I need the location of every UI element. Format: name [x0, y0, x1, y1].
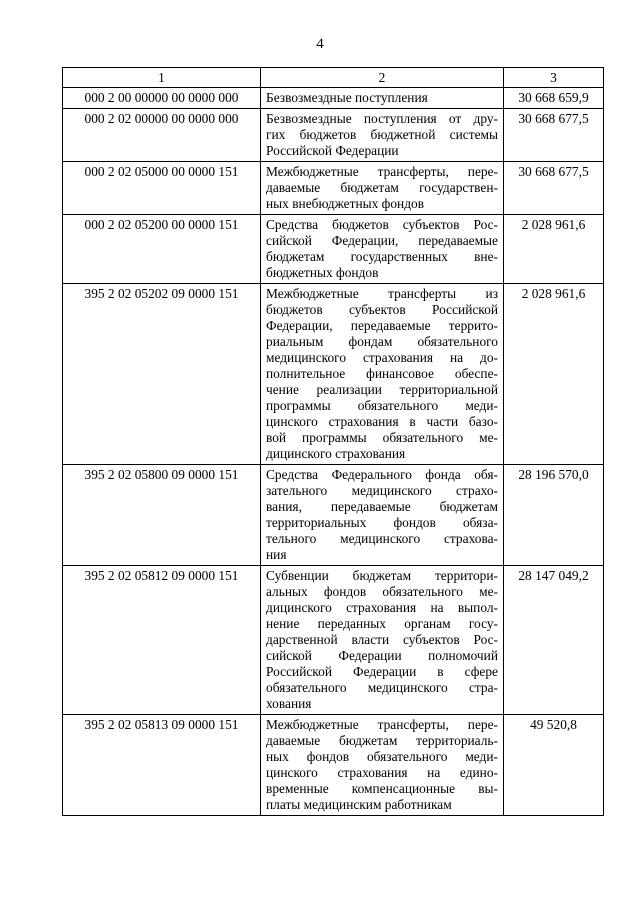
revenue-name-line: Безвозмездные поступления	[266, 90, 428, 105]
revenue-name-line: временные компенсационные вы-	[266, 781, 498, 796]
revenue-name	[261, 88, 504, 109]
amount-value: 30 668 659,9	[504, 88, 604, 109]
amount-value: 30 668 677,5	[504, 109, 604, 162]
revenue-name-line: цинского страхования в части базо-	[266, 414, 498, 429]
revenue-name-line: Межбюджетные трансферты, пере-	[266, 717, 498, 732]
revenue-name-line: Межбюджетные трансферты из	[266, 286, 498, 301]
revenue-name-line: Федерации, передаваемые террито-	[266, 318, 498, 333]
budget-classification-code: 395 2 02 05812 09 0000 151	[63, 566, 261, 715]
revenue-name	[261, 566, 504, 715]
revenue-name-line: нение переданных органам госу-	[266, 616, 498, 631]
budget-classification-code: 395 2 02 05813 09 0000 151	[63, 715, 261, 816]
revenue-name-line: сийской Федерации полномочий	[266, 648, 498, 663]
revenue-name	[261, 162, 504, 215]
table-row	[63, 215, 604, 284]
revenue-name-line: риальным фондам обязательного	[266, 334, 498, 349]
revenue-name-line: Средства Федерального фонда обя-	[266, 467, 498, 482]
table-row	[63, 162, 604, 215]
revenue-name-line: Российской Федерации в сфере	[266, 664, 498, 679]
revenue-name-line: ных фондов обязательного меди-	[266, 749, 498, 764]
revenue-name-line: бюджетных фондов	[266, 265, 379, 280]
amount-value: 28 147 049,2	[504, 566, 604, 715]
revenue-name-line: дарственной власти субъектов Рос-	[266, 632, 498, 647]
budget-classification-code: 000 2 02 05000 00 0000 151	[63, 162, 261, 215]
revenue-name-line: программы обязательного меди-	[266, 398, 498, 413]
table-row	[63, 465, 604, 566]
revenue-name-line: тельного медицинского страхова-	[266, 531, 498, 546]
revenue-name-line: бюджетам государственных вне-	[266, 249, 498, 264]
column-header: 3	[504, 68, 604, 88]
column-header: 1	[63, 68, 261, 88]
revenue-name-line: ных внебюджетных фондов	[266, 196, 425, 211]
budget-classification-code: 000 2 00 00000 00 0000 000	[63, 88, 261, 109]
revenue-name	[261, 715, 504, 816]
table-header-row	[63, 68, 604, 88]
revenue-name	[261, 284, 504, 465]
revenue-name-line: дицинского страхования	[266, 446, 406, 461]
revenue-name-line: вания, передаваемые бюджетам	[266, 499, 498, 514]
revenue-name-line: вой программы обязательного ме-	[266, 430, 498, 445]
revenue-name-line: медицинского страхования на до-	[266, 350, 498, 365]
budget-classification-code: 395 2 02 05800 09 0000 151	[63, 465, 261, 566]
table-body	[63, 88, 604, 816]
amount-value: 2 028 961,6	[504, 215, 604, 284]
table-row	[63, 109, 604, 162]
revenue-name-line: хования	[266, 696, 312, 711]
revenue-name-line: гих бюджетов бюджетной системы	[266, 127, 498, 142]
revenue-name-line: Межбюджетные трансферты, пере-	[266, 164, 498, 179]
revenue-name-line: чение реализации территориальной	[266, 382, 498, 397]
table-row	[63, 284, 604, 465]
table-row	[63, 88, 604, 109]
revenue-name-line: Российской Федерации	[266, 143, 399, 158]
budget-classification-code: 000 2 02 05200 00 0000 151	[63, 215, 261, 284]
amount-value: 2 028 961,6	[504, 284, 604, 465]
table-row	[63, 715, 604, 816]
revenue-name-line: платы медицинским работникам	[266, 797, 452, 812]
amount-value: 30 668 677,5	[504, 162, 604, 215]
budget-classification-code: 000 2 02 00000 00 0000 000	[63, 109, 261, 162]
revenue-name-line: полнительное финансовое обеспе-	[266, 366, 498, 381]
budget-classification-code: 395 2 02 05202 09 0000 151	[63, 284, 261, 465]
revenue-name-line: даваемые бюджетам государствен-	[266, 180, 498, 195]
revenue-name-line: бюджетов субъектов Российской	[266, 302, 498, 317]
budget-revenue-table	[62, 67, 604, 816]
revenue-name-line: Субвенции бюджетам территори-	[266, 568, 498, 583]
amount-value: 28 196 570,0	[504, 465, 604, 566]
revenue-name-line: даваемые бюджетам территориаль-	[266, 733, 498, 748]
revenue-name	[261, 465, 504, 566]
page-number: 4	[316, 36, 324, 52]
table-row	[63, 566, 604, 715]
revenue-name-line: сийской Федерации, передаваемые	[266, 233, 498, 248]
revenue-name-line: зательного медицинского страхо-	[266, 483, 498, 498]
revenue-name	[261, 215, 504, 284]
revenue-name	[261, 109, 504, 162]
revenue-name-line: ния	[266, 547, 287, 562]
revenue-name-line: Средства бюджетов субъектов Рос-	[266, 217, 498, 232]
revenue-name-line: Безвозмездные поступления от дру-	[266, 111, 498, 126]
amount-value: 49 520,8	[504, 715, 604, 816]
revenue-name-line: дицинского страхования на выпол-	[266, 600, 498, 615]
column-header: 2	[261, 68, 504, 88]
revenue-name-line: обязательного медицинского стра-	[266, 680, 498, 695]
revenue-name-line: альных фондов обязательного ме-	[266, 584, 498, 599]
revenue-name-line: территориальных фондов обяза-	[266, 515, 498, 530]
revenue-name-line: цинского страхования на едино-	[266, 765, 498, 780]
